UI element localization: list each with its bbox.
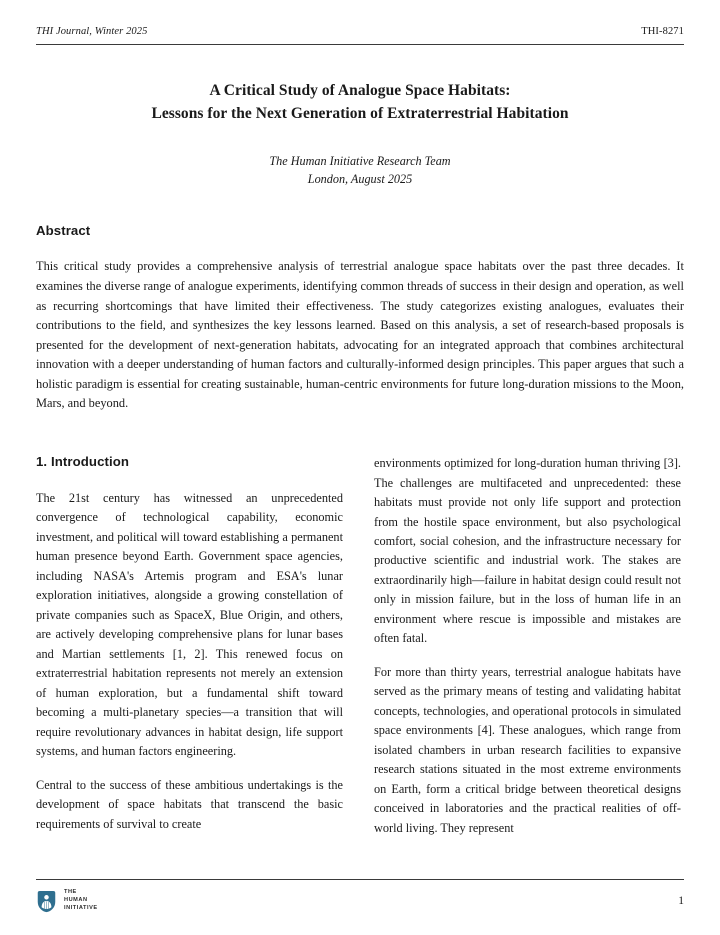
column-right (374, 452, 681, 838)
author-block (36, 152, 684, 190)
logo-line-2: HUMAN (64, 897, 88, 904)
human-initiative-logo-icon (36, 890, 57, 913)
section-heading-introduction: 1. Introduction (36, 454, 130, 470)
body-columns (36, 452, 684, 838)
running-head-right: THI-8271 (641, 26, 684, 37)
running-head (36, 26, 684, 44)
paragraph: The 21st century has witnessed an unprecedented convergence of technological capability, economic investment, and political will toward establishing a permanent human presence beyond Earth. Government space agencies, including NASA's Artemis program and ESA's lunar exploration initiatives, alongside a growing constellation of private companies such as SpaceX, Blue Origin, and others, are actively developing comprehensive plans for lunar bases and Martian settlements [1, 2]. This renewed focus on extraterrestrial habitation represents not merely an extension of human exploration, but a fundamental shift toward becoming a multi-planetary species—a transition that will require revolutionary advances in habitat design, life support systems, and human factors engineering. (36, 490, 343, 759)
paragraph: environments optimized for long-duration human thriving [3]. The challenges are multifaceted and unprecedented: these habitats must provide not only life support and protection from the hostile space environment, but also psychological comfort, social cohesion, and the infrastructure necessary for productive scientific and industrial work. The stakes are extraordinarily high—failure in habitat design could result not only in mission failure, but in the loss of human life in an environment where rescue is impossible and mistakes are often fatal. (374, 456, 681, 646)
header-divider (36, 44, 684, 45)
abstract-heading: Abstract (36, 223, 91, 239)
running-head-left: THI Journal, Winter 2025 (36, 26, 148, 37)
logo (36, 889, 98, 913)
paragraph: For more than thirty years, terrestrial analogue habitats have served as the primary means of testing and validating habitat concepts, technologies, and operational protocols in simulated space environments [4]. These analogues, which range from isolated chambers in urban research facilities to expansive research stations situated in the most extreme environments on Earth, form a critical bridge between theoretical designs conceived in laboratories and the practical realities of off-world living. They represent (374, 664, 681, 835)
paragraph: Central to the success of these ambitious undertakings is the development of space habitats that transcend the basic requirements of survival to create (36, 777, 343, 831)
title-line-1: A Critical Study of Analogue Space Habitats: (209, 82, 511, 99)
logo-wordmark (64, 889, 98, 913)
author-place-date: London, August 2025 (307, 172, 413, 187)
page-footer (36, 879, 684, 913)
title-line-2: Lessons for the Next Generation of Extraterrestrial Habitation (151, 105, 569, 123)
page-number: 1 (678, 895, 684, 908)
abstract-text: This critical study provides a comprehensive analysis of terrestrial analogue space habitats over the past three decades. It examines the diverse range of analogue experiments, identifying common threads of success in their design and operation, as well as recurring shortcomings that have limited their effectiveness. The study categorizes existing analogues, evaluates their contributions to the field, and synthesizes the key lessons learned. Based on this analysis, a set of research-based proposals is presented for the development of next-generation habitats, advocating for an integrated approach that combines architectural innovation with a deeper understanding of human factors and culturally-informed design principles. This paper argues that such a holistic paradigm is essential for creating sustainable, human-centric environments for future long-duration missions to the Moon, Mars, and beyond. (36, 259, 684, 411)
logo-line-3: INITIATIVE (64, 905, 98, 912)
logo-line-1: THE (64, 889, 77, 896)
page-title (62, 79, 658, 126)
author-team: The Human Initiative Research Team (269, 153, 451, 168)
column-left (36, 452, 343, 838)
